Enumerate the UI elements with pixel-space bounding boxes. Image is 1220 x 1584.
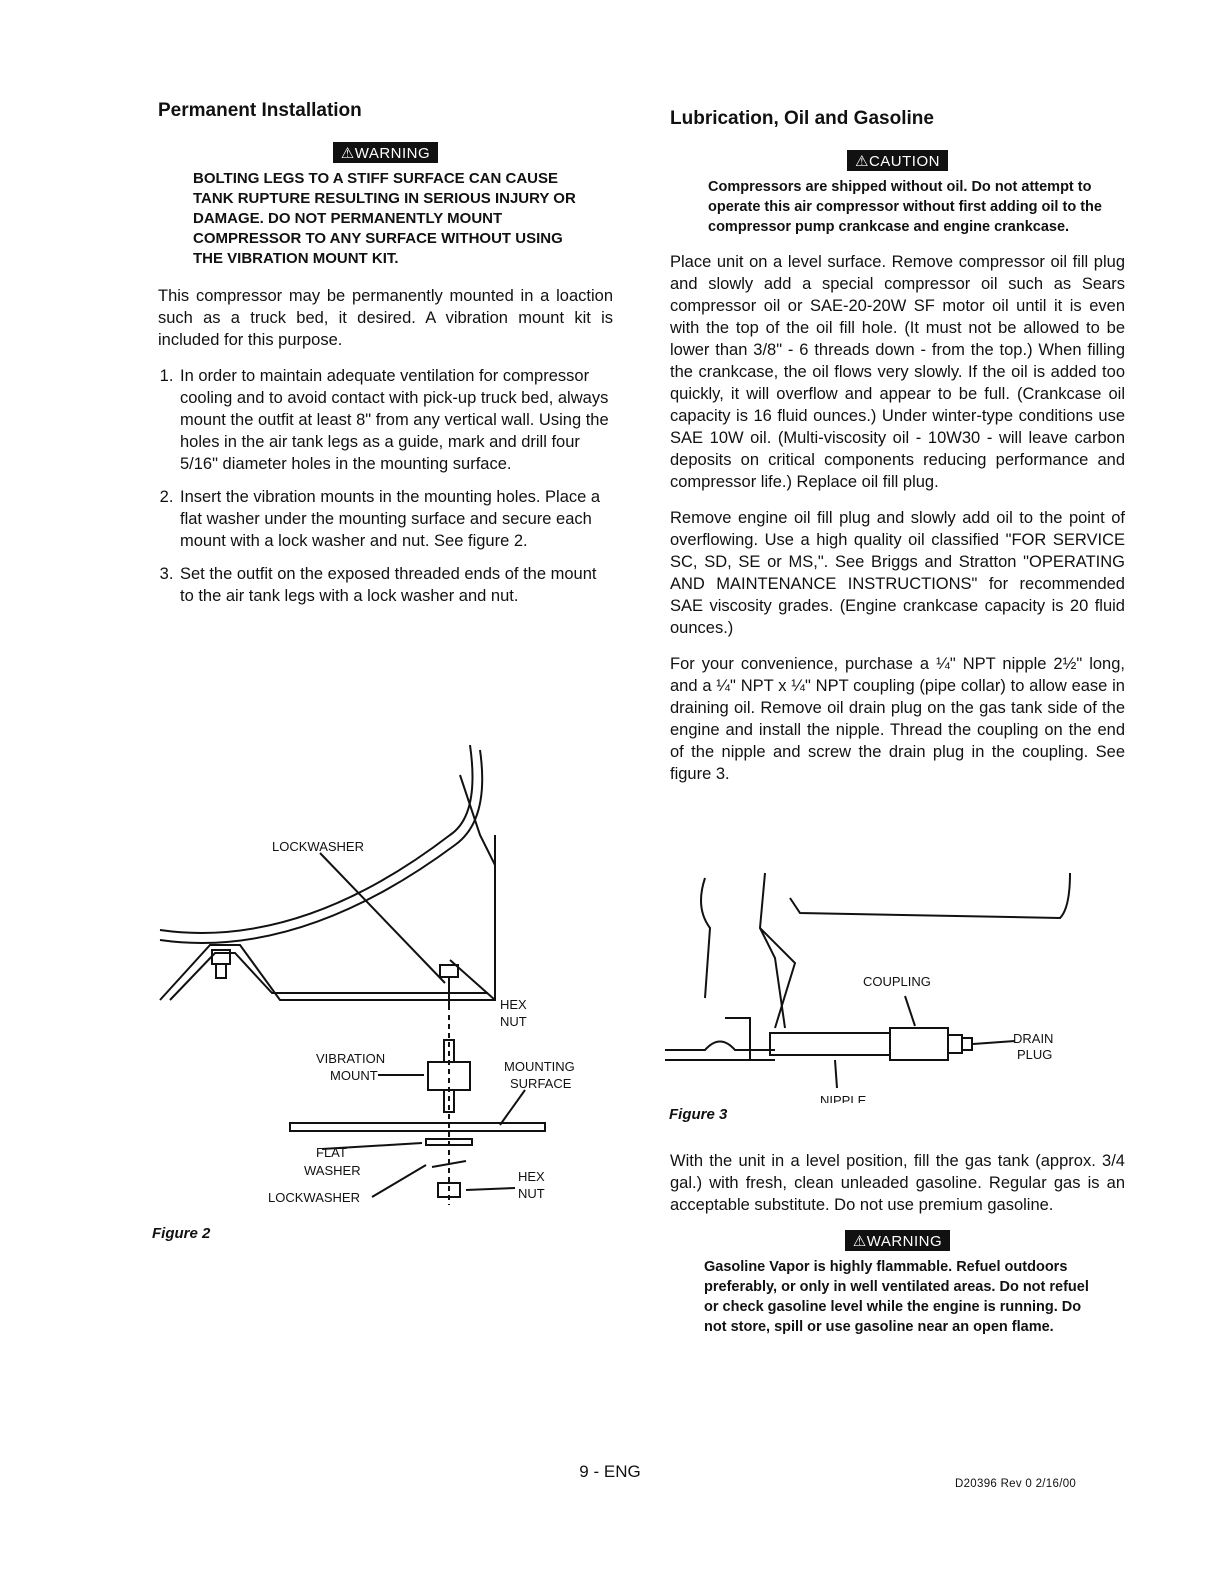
step-item: 1. In order to maintain adequate ventilation for compressor cooling and to avoid contact with pick-up truck bed, always mount the outfit at least 8" from any vertical wall. Using the holes in the air tank legs as a guide, mark and drill four 5/16" diameter holes in the mounting surface. bbox=[178, 365, 613, 475]
label-lockwasher-top: LOCKWASHER bbox=[272, 839, 364, 854]
label-mounting-surface-1: MOUNTING bbox=[504, 1059, 575, 1074]
warning-badge-wrap bbox=[158, 142, 613, 163]
warning-text: BOLTING LEGS TO A STIFF SURFACE CAN CAUSE TANK RUPTURE RESULTING IN SERIOUS INJURY OR DAMAGE. DO NOT PERMANENTLY MOUNT COMPRESSOR TO ANY SURFACE WITHOUT USING THE VIBRATION MOUNT KIT. bbox=[193, 170, 576, 267]
figure-2-diagram bbox=[150, 735, 620, 1255]
label-hex-nut-top-1: HEX bbox=[500, 997, 527, 1012]
warning-badge: ⚠WARNING bbox=[333, 142, 438, 163]
section-heading-permanent-installation: Permanent Installation bbox=[158, 100, 362, 121]
page-number: 9 - ENG bbox=[579, 1462, 641, 1481]
gasoline-warning-badge: ⚠WARNING bbox=[845, 1230, 950, 1251]
label-hex-nut-bottom-1: HEX bbox=[518, 1169, 545, 1184]
intro-paragraph: This compressor may be permanently mounted in a loaction such as a truck bed, it desired. A vibration mount kit is included for this purpose. bbox=[158, 287, 613, 349]
gasoline-warning-badge-wrap bbox=[670, 1230, 1125, 1251]
right-column-bottom bbox=[670, 1150, 1125, 1353]
caution-badge-wrap bbox=[670, 150, 1125, 171]
installation-steps bbox=[158, 365, 613, 607]
section-heading-lubrication: Lubrication, Oil and Gasoline bbox=[670, 108, 934, 129]
oil-paragraph-1: Place unit on a level surface. Remove compressor oil fill plug and slowly add a special compressor oil such as Sears compressor oil or SAE-20-20W SF motor oil until it is even with the top of the oil fill hole. (It must not be allowed to be lower than 3/8" - 6 threads down - from the top.) When filling the crankcase, the oil flows very slowly. If the oil is added too quickly, it will overflow and appear to be full. (Crankcase oil capacity is 16 fluid ounces.) Under winter-type conditions use SAE 10W oil. (Multi-viscosity oil - 10W30 - will leave carbon deposits on critical components reducing performance and compressor life.) Replace oil fill plug. bbox=[670, 253, 1125, 491]
document-code: D20396 Rev 0 2/16/00 bbox=[955, 1478, 1077, 1490]
label-hex-nut-top-2: NUT bbox=[500, 1014, 527, 1029]
oil-paragraph-3: For your convenience, purchase a ¼" NPT nipple 2½" long, and a ¼" NPT x ¼" NPT coupling (pipe collar) to allow ease in draining oil. Remove oil drain plug on the gas tank side of the engine and install the nipple. Thread the coupling on the end of the nipple and screw the drain plug in the coupling. See figure 3. bbox=[670, 655, 1125, 783]
label-vibration-mount-2: MOUNT bbox=[330, 1068, 378, 1083]
gasoline-warning-text: Gasoline Vapor is highly flammable. Refuel outdoors preferably, or only in well ventilated areas. Do not refuel or check gasoline level while the engine is running. Do not store, spill or use gasoline near an open flame. bbox=[704, 1259, 1089, 1335]
gasoline-paragraph: With the unit in a level position, fill the gas tank (approx. 3/4 gal.) with fresh, clean unleaded gasoline. Regular gas is an acceptable substitute. Do not use premium gasoline. bbox=[670, 1152, 1125, 1214]
step-item: 2. Insert the vibration mounts in the mounting holes. Place a flat washer under the mounting surface and secure each mount with a lock washer and nut. See figure 2. bbox=[178, 486, 613, 552]
figure-2-caption: Figure 2 bbox=[152, 1225, 211, 1242]
oil-paragraph-2: Remove engine oil fill plug and slowly add oil to the point of overflowing. Use a high quality oil classified "FOR SERVICE SC, SD, SE or MS,". See Briggs and Stratton "OPERATING AND MAINTENANCE INSTRUCTIONS" for recommended SAE viscosity grades. (Engine crankcase capacity is 20 fluid ounces.) bbox=[670, 509, 1125, 637]
step-item: 3. Set the outfit on the exposed threaded ends of the mount to the air tank legs with a lock washer and nut. bbox=[178, 563, 613, 607]
label-coupling: COUPLING bbox=[863, 974, 931, 989]
label-drain-1: DRAIN bbox=[1013, 1031, 1054, 1046]
label-drain-2: PLUG bbox=[1017, 1047, 1053, 1062]
caution-text: Compressors are shipped without oil. Do not attempt to operate this air compressor without first adding oil to the compressor pump crankcase and engine crankcase. bbox=[708, 179, 1102, 235]
figure-2 bbox=[150, 735, 620, 1255]
label-mounting-surface-2: SURFACE bbox=[510, 1076, 572, 1091]
figure-3-diagram bbox=[665, 868, 1120, 1103]
figure-3 bbox=[665, 868, 1120, 1128]
left-column bbox=[158, 100, 613, 618]
label-vibration-mount-1: VIBRATION bbox=[316, 1051, 386, 1066]
label-nipple: NIPPLE bbox=[820, 1093, 867, 1103]
figure-3-caption: Figure 3 bbox=[669, 1106, 728, 1123]
caution-badge: ⚠CAUTION bbox=[847, 150, 948, 171]
label-flat-washer-2: WASHER bbox=[304, 1163, 361, 1178]
label-flat-washer-1: FLAT bbox=[316, 1145, 347, 1160]
right-column bbox=[670, 108, 1125, 799]
label-lockwasher-bottom: LOCKWASHER bbox=[268, 1190, 360, 1205]
label-hex-nut-bottom-2: NUT bbox=[518, 1186, 545, 1201]
